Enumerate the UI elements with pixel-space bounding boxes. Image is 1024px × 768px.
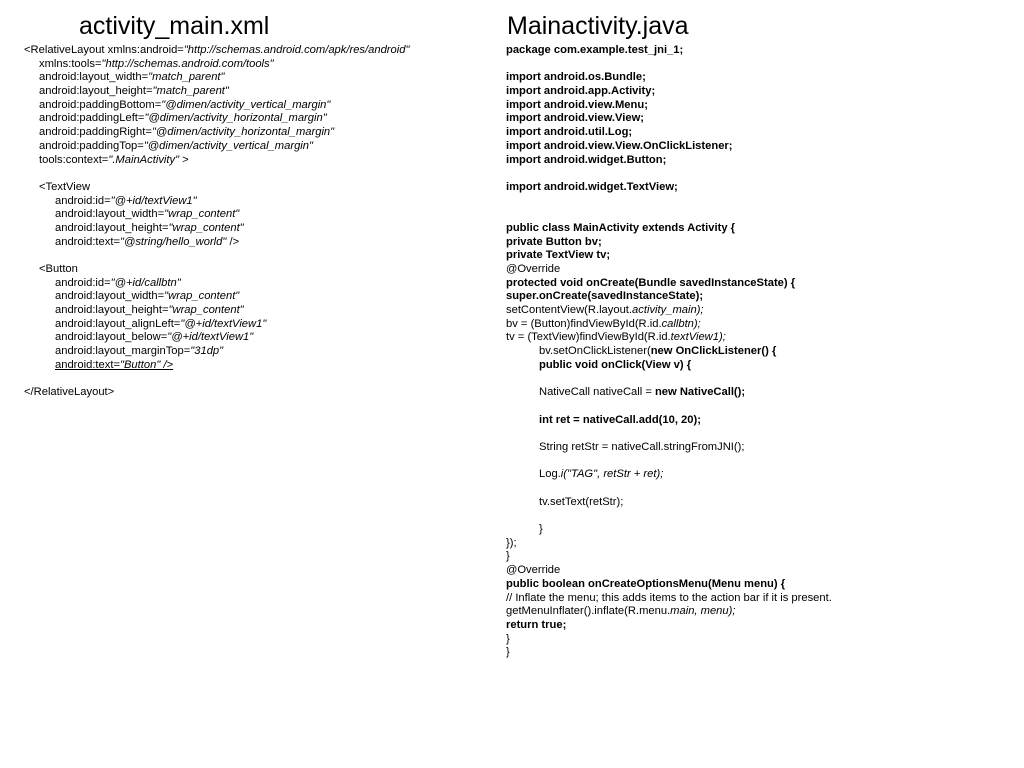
code-token: new OnClickListener() { (650, 345, 777, 358)
code-token: public void onClick(View v) { (539, 358, 692, 371)
code-token: getMenuInflater().inflate(R.menu. (506, 605, 671, 618)
java-code-line (506, 249, 1016, 263)
code-token: activity_main); (632, 304, 704, 317)
java-code-line (506, 523, 1016, 537)
code-token: public class MainActivity extends Activity { (506, 221, 736, 234)
code-token: android:layout_marginTop= (55, 345, 191, 358)
code-token: import android.view.View.OnClickListener; (506, 139, 733, 152)
java-code-line (506, 71, 1016, 85)
xml-code-line (24, 208, 494, 222)
code-token: android:layout_width= (55, 208, 165, 221)
code-token: String retStr = nativeCall.stringFromJNI(); (539, 440, 745, 453)
code-token: "@+id/textView1" (180, 317, 267, 330)
java-code-line (506, 195, 1016, 209)
code-token: android:text= (55, 235, 120, 248)
java-code-line (506, 236, 1016, 250)
xml-code-line (24, 236, 494, 250)
java-code-line (506, 181, 1016, 195)
code-token: android:layout_width= (55, 290, 165, 303)
java-code-line (506, 167, 1016, 181)
java-code-line (506, 44, 1016, 58)
code-token: } (506, 632, 510, 645)
code-token: callbtn); (661, 317, 701, 330)
code-token: <TextView (39, 180, 91, 193)
java-code-line (506, 537, 1016, 551)
code-token: android:text= (55, 358, 120, 371)
code-token: bv.setOnClickListener( (539, 345, 651, 358)
code-token: NativeCall nativeCall = (539, 386, 655, 399)
code-token: android:id= (55, 276, 111, 289)
code-token: "wrap_content" (168, 221, 244, 234)
code-token: "@+id/textView1" (167, 331, 254, 344)
code-token: android:layout_alignLeft= (55, 317, 181, 330)
xml-code-line (24, 359, 494, 373)
code-token: tv = (TextView)findViewById(R.id. (506, 331, 671, 344)
java-code-line (506, 455, 1016, 469)
java-code-line (506, 373, 1016, 387)
java-code-line (506, 154, 1016, 168)
xml-code-line (24, 386, 494, 400)
code-token: <Button (39, 263, 78, 275)
java-code-line (506, 578, 1016, 592)
code-token: "http://schemas.android.com/tools" (101, 57, 274, 70)
code-token: "@dimen/activity_horizontal_margin" (151, 126, 335, 139)
xml-code-line (24, 140, 494, 154)
java-code-line (506, 208, 1016, 222)
code-token: } (506, 646, 510, 659)
code-token: Log. (539, 468, 561, 481)
xml-code-line (24, 195, 494, 209)
code-token: return true; (506, 618, 567, 631)
xml-code-line (24, 304, 494, 318)
code-token: super.onCreate(savedInstanceState); (506, 290, 704, 303)
code-token: android:paddingLeft= (39, 112, 145, 125)
java-code-line (506, 386, 1016, 400)
code-token: }); (506, 536, 517, 549)
xml-code-line (24, 222, 494, 236)
java-code-line (506, 496, 1016, 510)
code-token: import android.widget.TextView; (506, 180, 678, 193)
xml-code-line (24, 126, 494, 140)
xml-code-line (24, 167, 494, 181)
code-token: import android.app.Activity; (506, 85, 656, 98)
java-code-line (506, 85, 1016, 99)
java-code-line (506, 99, 1016, 113)
java-code-line (506, 509, 1016, 523)
code-token: "@+id/textView1" (110, 194, 197, 207)
java-code-line (506, 441, 1016, 455)
java-file-title: Mainactivity.java (507, 12, 689, 40)
java-code-line (506, 564, 1016, 578)
java-code-line (506, 605, 1016, 619)
code-token: int ret = nativeCall.add(10, 20); (539, 413, 701, 426)
xml-code-line (24, 277, 494, 291)
java-code-line (506, 277, 1016, 291)
code-token: "@dimen/activity_vertical_margin" (161, 98, 331, 111)
java-code-line (506, 427, 1016, 441)
code-token: <RelativeLayout xmlns:android= (24, 44, 184, 56)
code-token: "Button" /> (120, 358, 174, 371)
java-code-line (506, 345, 1016, 359)
code-token: @Override (506, 263, 561, 275)
xml-code-line (24, 44, 494, 58)
xml-code-block (24, 44, 494, 400)
code-token: import android.util.Log; (506, 126, 633, 139)
xml-code-line (24, 85, 494, 99)
xml-code-line (24, 318, 494, 332)
code-token: import android.widget.Button; (506, 153, 667, 166)
code-token: android:layout_height= (55, 304, 169, 317)
java-code-line (506, 468, 1016, 482)
java-code-line (506, 633, 1016, 647)
xml-code-line (24, 290, 494, 304)
java-code-line (506, 592, 1016, 606)
xml-code-line (24, 331, 494, 345)
xml-file-title: activity_main.xml (79, 12, 270, 40)
java-code-line (506, 318, 1016, 332)
code-token: android:layout_height= (55, 221, 169, 234)
code-token: import android.view.View; (506, 112, 645, 125)
code-token: // Inflate the menu; this adds items to the action bar if it is present. (506, 591, 832, 604)
code-token: </RelativeLayout> (24, 386, 115, 399)
code-token: android:layout_below= (55, 331, 168, 344)
xml-code-line (24, 249, 494, 263)
code-token: package com.example.test_jni_1; (506, 44, 684, 56)
code-token: i("TAG", retStr + ret); (560, 468, 664, 481)
java-code-line (506, 646, 1016, 660)
code-token: "match_parent" (152, 85, 229, 98)
code-token: ".MainActivity" (108, 153, 180, 166)
code-token: "@string/hello_world" (120, 235, 227, 248)
code-token: "match_parent" (148, 71, 225, 84)
code-token: private Button bv; (506, 235, 602, 248)
code-token: "@+id/callbtn" (110, 276, 181, 289)
xml-code-line (24, 99, 494, 113)
java-code-block (506, 44, 1016, 660)
code-token: textView1); (670, 331, 726, 344)
java-code-line (506, 619, 1016, 633)
code-token: @Override (506, 564, 561, 577)
code-token: "wrap_content" (168, 304, 244, 317)
code-token: "wrap_content" (164, 208, 240, 221)
code-token: protected void onCreate(Bundle savedInstanceState) { (506, 276, 796, 289)
code-token: android:layout_width= (39, 71, 149, 84)
java-code-line (506, 482, 1016, 496)
code-token: android:id= (55, 194, 111, 207)
java-code-line (506, 400, 1016, 414)
code-token: private TextView tv; (506, 249, 611, 262)
code-token: public boolean onCreateOptionsMenu(Menu menu) { (506, 577, 786, 590)
xml-code-line (24, 58, 494, 72)
code-token: } (539, 523, 543, 536)
xml-code-line (24, 154, 494, 168)
code-token: /> (226, 235, 240, 248)
java-code-line (506, 140, 1016, 154)
code-token: new NativeCall(); (654, 386, 746, 399)
xml-code-line (24, 373, 494, 387)
code-token: "31dp" (190, 345, 224, 358)
xml-code-line (24, 181, 494, 195)
xml-code-line (24, 71, 494, 85)
code-token: bv = (Button)findViewById(R.id. (506, 317, 662, 330)
code-token: main, menu); (670, 605, 736, 618)
java-code-line (506, 414, 1016, 428)
code-token: "wrap_content" (164, 290, 240, 303)
java-code-line (506, 126, 1016, 140)
code-token: android:layout_height= (39, 85, 153, 98)
java-code-line (506, 58, 1016, 72)
code-token: import android.view.Menu; (506, 98, 648, 111)
code-token: tv.setText(retStr); (539, 495, 624, 508)
code-token: "@dimen/activity_vertical_margin" (143, 139, 313, 152)
java-code-line (506, 222, 1016, 236)
java-code-line (506, 263, 1016, 277)
java-code-line (506, 331, 1016, 345)
java-code-line (506, 290, 1016, 304)
xml-code-line (24, 263, 494, 277)
code-token: } (506, 550, 510, 563)
code-token: setContentView(R.layout. (506, 304, 633, 317)
xml-code-line (24, 112, 494, 126)
code-token: import android.os.Bundle; (506, 71, 646, 84)
code-token: xmlns:tools= (39, 57, 102, 70)
code-token: > (179, 153, 189, 166)
code-token: android:paddingBottom= (39, 98, 162, 111)
code-token: android:paddingRight= (39, 126, 152, 139)
code-token: "@dimen/activity_horizontal_margin" (144, 112, 327, 125)
xml-code-line (24, 345, 494, 359)
java-code-line (506, 304, 1016, 318)
code-token: "http://schemas.android.com/apk/res/android" (183, 44, 410, 56)
java-code-line (506, 359, 1016, 373)
code-token: tools:context= (39, 153, 109, 166)
java-code-line (506, 550, 1016, 564)
code-token: android:paddingTop= (39, 139, 144, 152)
java-code-line (506, 112, 1016, 126)
